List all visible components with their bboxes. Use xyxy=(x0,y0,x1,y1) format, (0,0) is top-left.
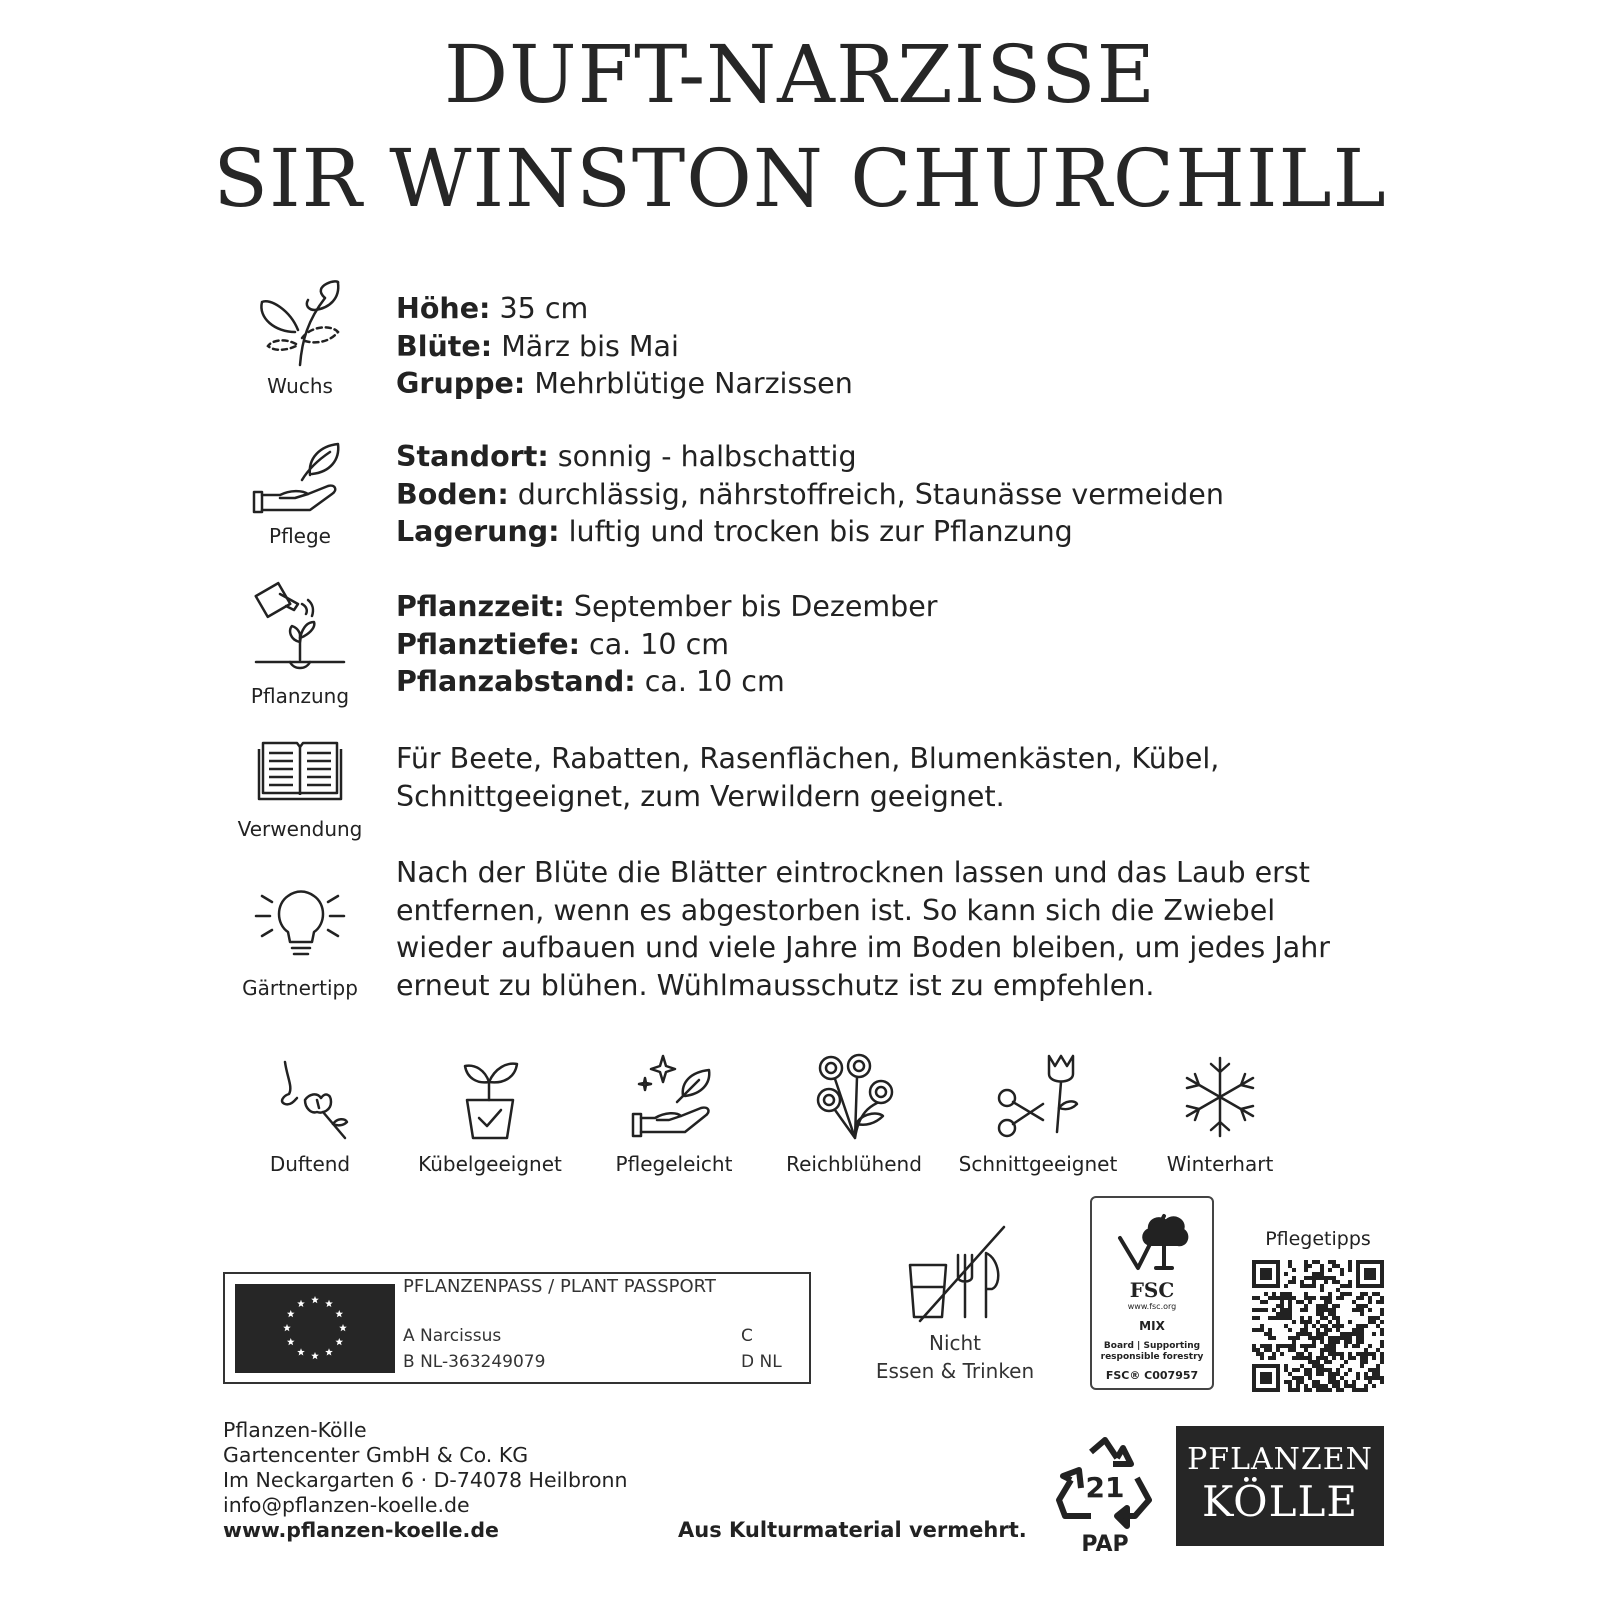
company-address xyxy=(223,1418,628,1543)
section-verwendung-label: Verwendung xyxy=(237,817,363,841)
logo-line-2: KÖLLE xyxy=(1201,1477,1359,1526)
feature-kuebelgeeignet xyxy=(400,1052,580,1176)
recycling-symbol xyxy=(1055,1434,1155,1557)
culture-note: Aus Kulturmaterial vermehrt. xyxy=(678,1518,1027,1542)
feature-reichbluehend xyxy=(764,1052,944,1176)
qr-code[interactable] xyxy=(1252,1260,1384,1396)
tipp-line-4: erneut zu blühen. Wühlmausschutz ist zu empfehlen. xyxy=(396,968,1155,1002)
feature-schnittgeeignet xyxy=(948,1052,1128,1176)
eu-star xyxy=(335,1310,343,1317)
section-tipp-icon-block xyxy=(230,880,370,1000)
eu-star xyxy=(335,1338,343,1345)
tipp-line-1: Nach der Blüte die Blätter eintrocknen lassen und das Laub erst xyxy=(396,856,1310,889)
fsc-label xyxy=(1090,1196,1214,1390)
feature-winterhart-label: Winterhart xyxy=(1166,1152,1274,1176)
address-line-1: Pflanzen-Kölle xyxy=(223,1418,367,1442)
fsc-code: FSC® C007957 xyxy=(1105,1369,1199,1382)
hand-leaf-icon xyxy=(250,440,350,520)
passport-heading: PFLANZENPASS / PLANT PASSPORT xyxy=(403,1276,716,1297)
fsc-mix: MIX xyxy=(1139,1319,1165,1333)
section-pflanzung-text xyxy=(396,588,938,701)
fsc-url: www.fsc.org xyxy=(1127,1302,1177,1311)
feature-duftend-label: Duftend xyxy=(269,1152,351,1176)
fsc-tree-check-icon xyxy=(1112,1208,1192,1276)
feature-pflegeleicht-label: Pflegeleicht xyxy=(615,1152,733,1176)
feature-reichbluehend-label: Reichblühend xyxy=(786,1152,922,1176)
scissors-tulip-icon xyxy=(993,1052,1083,1142)
wuchs-row-group: Gruppe: Mehrblütige Narzissen xyxy=(396,367,853,400)
eu-star xyxy=(325,1348,333,1355)
address-line-2: Gartencenter GmbH & Co. KG xyxy=(223,1443,529,1467)
feature-schnittgeeignet-label: Schnittgeeignet xyxy=(958,1152,1118,1176)
section-wuchs-icon-block xyxy=(230,280,370,398)
pflanzung-row-depth: Pflanztiefe: ca. 10 cm xyxy=(396,627,730,661)
fsc-sub-1: Board | Supporting xyxy=(1103,1341,1201,1351)
snowflake-icon xyxy=(1175,1052,1265,1142)
section-wuchs-label: Wuchs xyxy=(267,374,333,398)
pflege-row-storage: Lagerung: luftig und trocken bis zur Pflanzung xyxy=(396,515,1073,548)
section-pflege-icon-block xyxy=(230,440,370,548)
eu-star xyxy=(283,1324,291,1331)
plant-sprout-icon xyxy=(250,280,350,370)
tipp-line-2: entfernen, wenn es abgestorben ist. So kann sich die Zwiebel xyxy=(396,893,1276,927)
eu-star xyxy=(297,1300,305,1307)
tipp-line-3: wieder aufbauen und viele Jahre im Boden bleiben, um jedes Jahr xyxy=(396,931,1330,964)
feature-pflegeleicht xyxy=(584,1052,764,1176)
passport-b: B NL-363249079 xyxy=(403,1352,546,1372)
passport-c: C xyxy=(741,1326,753,1346)
eu-star xyxy=(311,1352,319,1359)
section-pflanzung-label: Pflanzung xyxy=(250,684,350,708)
recycle-arrows-icon xyxy=(1055,1434,1155,1534)
section-verwendung-text xyxy=(396,740,1219,815)
passport-d: D NL xyxy=(741,1352,782,1372)
no-eating-drinking-icon xyxy=(900,1225,1010,1325)
eu-star xyxy=(339,1324,347,1331)
title-line-2: SIR WINSTON CHURCHILL xyxy=(213,132,1387,225)
open-book-icon xyxy=(255,735,345,805)
eu-flag-icon xyxy=(235,1284,395,1373)
eu-star xyxy=(287,1310,295,1317)
section-pflanzung-icon-block xyxy=(230,580,370,708)
eu-star xyxy=(287,1338,295,1345)
logo-line-1: PFLANZEN xyxy=(1187,1442,1373,1477)
wuchs-row-height: Höhe: 35 cm xyxy=(396,292,589,325)
section-pflege-text xyxy=(396,438,1224,551)
nose-flower-icon xyxy=(265,1052,355,1142)
eu-star xyxy=(297,1348,305,1355)
qr-title: Pflegetipps xyxy=(1265,1228,1371,1250)
plant-passport xyxy=(223,1272,811,1384)
potted-plant-icon xyxy=(445,1052,535,1142)
section-tipp-label: Gärtnertipp xyxy=(242,976,358,1000)
title-line-1: DUFT-NARZISSE xyxy=(444,28,1156,121)
pflanzung-row-time: Pflanzzeit: September bis Dezember xyxy=(396,590,938,623)
flower-bouquet-icon xyxy=(809,1052,899,1142)
wuchs-row-bloom: Blüte: März bis Mai xyxy=(396,329,679,363)
passport-a: A Narcissus xyxy=(403,1326,502,1346)
feature-winterhart xyxy=(1130,1052,1310,1176)
svg-text:21: 21 xyxy=(1085,1471,1125,1504)
section-pflege-label: Pflege xyxy=(269,524,331,548)
section-verwendung-icon-block xyxy=(230,735,370,841)
feature-duftend xyxy=(220,1052,400,1176)
recycling-code: PAP xyxy=(1081,1532,1129,1557)
address-email[interactable]: info@pflanzen-koelle.de xyxy=(223,1493,470,1517)
verwendung-line-2: Schnittgeeignet, zum Verwildern geeignet. xyxy=(396,779,1005,813)
pflege-row-location: Standort: sonnig - halbschattig xyxy=(396,440,857,473)
fsc-brand: FSC xyxy=(1129,1278,1175,1302)
feature-kuebelgeeignet-label: Kübelgeeignet xyxy=(418,1152,562,1176)
pflanzung-row-spacing: Pflanzabstand: ca. 10 cm xyxy=(396,665,785,698)
address-line-3: Im Neckargarten 6 · D-74078 Heilbronn xyxy=(223,1468,628,1492)
light-bulb-icon xyxy=(250,880,350,960)
section-wuchs-text xyxy=(396,290,853,403)
fsc-sub-2: responsible forestry xyxy=(1100,1352,1204,1362)
hand-sparkle-leaf-icon xyxy=(629,1052,719,1142)
pflege-row-soil: Boden: durchlässig, nährstoffreich, Staunässe vermeiden xyxy=(396,477,1224,511)
watering-can-icon xyxy=(250,580,350,680)
pflanzen-koelle-logo xyxy=(1176,1426,1384,1546)
no-food-line-1: Nicht xyxy=(928,1331,982,1355)
eu-star xyxy=(311,1296,319,1303)
address-web[interactable]: www.pflanzen-koelle.de xyxy=(223,1518,499,1542)
eu-star xyxy=(325,1300,333,1307)
no-food-line-2: Essen & Trinken xyxy=(875,1359,1035,1383)
no-food-warning xyxy=(860,1225,1050,1385)
section-tipp-text xyxy=(396,854,1330,1004)
verwendung-line-1: Für Beete, Rabatten, Rasenflächen, Blumenkästen, Kübel, xyxy=(396,742,1220,775)
